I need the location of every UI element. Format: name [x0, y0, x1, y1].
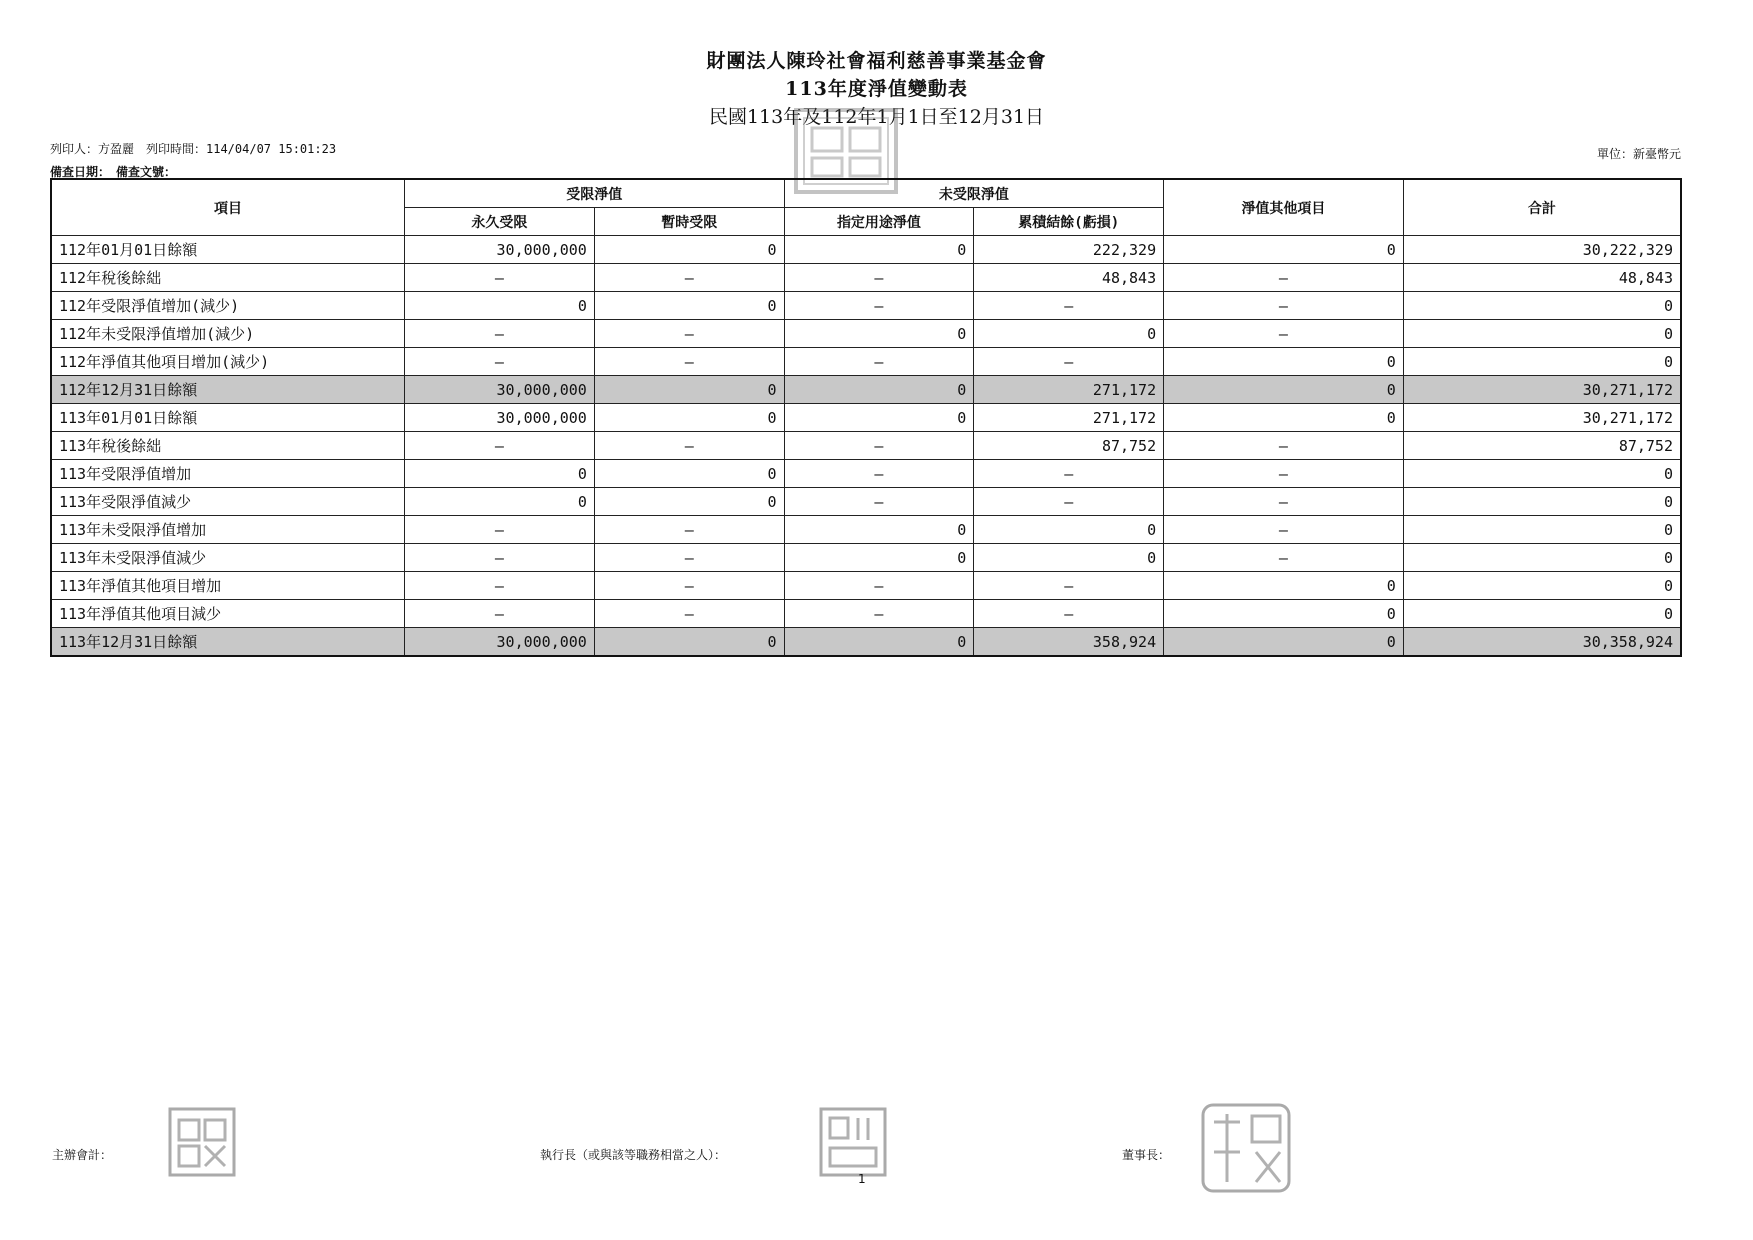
row-cell-c4: 271,172: [974, 376, 1164, 404]
header-restricted: 受限淨值: [404, 179, 784, 208]
row-cell-c5: 0: [1164, 236, 1404, 264]
row-cell-c5: —: [1164, 488, 1404, 516]
row-cell-c6: 30,271,172: [1403, 376, 1681, 404]
chairman-seal-icon: [1200, 1102, 1292, 1194]
organization-title: 財團法人陳玲社會福利慈善事業基金會: [706, 50, 1047, 72]
row-cell-c4: 48,843: [974, 264, 1164, 292]
row-cell-c2: 0: [594, 628, 784, 657]
row-cell-c6: 30,271,172: [1403, 404, 1681, 432]
row-cell-c3: 0: [784, 320, 974, 348]
table-row: [51, 628, 1681, 657]
row-item: 113年受限淨值減少: [51, 488, 404, 516]
table-row: [51, 432, 1681, 460]
row-cell-c4: 271,172: [974, 404, 1164, 432]
table-row: [51, 488, 1681, 516]
row-cell-c6: 0: [1403, 600, 1681, 628]
row-cell-c2: —: [594, 264, 784, 292]
chairman-label: 董事長：: [1122, 1148, 1171, 1162]
row-cell-c3: 0: [784, 544, 974, 572]
row-cell-c3: 0: [784, 628, 974, 657]
table-row: [51, 544, 1681, 572]
net-worth-changes-table: [50, 178, 1682, 657]
row-cell-c1: 30,000,000: [404, 376, 594, 404]
row-cell-c2: 0: [594, 376, 784, 404]
header-other-items: 淨值其他項目: [1164, 179, 1404, 236]
table-row: [51, 600, 1681, 628]
row-cell-c4: 358,924: [974, 628, 1164, 657]
row-cell-c2: 0: [594, 488, 784, 516]
table-row: [51, 460, 1681, 488]
row-cell-c1: 0: [404, 460, 594, 488]
row-cell-c1: —: [404, 544, 594, 572]
table-row: [51, 376, 1681, 404]
row-cell-c4: —: [974, 460, 1164, 488]
row-item: 112年未受限淨值增加(減少): [51, 320, 404, 348]
row-cell-c1: —: [404, 264, 594, 292]
row-cell-c1: —: [404, 432, 594, 460]
row-cell-c6: 0: [1403, 572, 1681, 600]
row-cell-c4: —: [974, 348, 1164, 376]
row-cell-c3: 0: [784, 376, 974, 404]
row-cell-c1: —: [404, 320, 594, 348]
row-cell-c5: —: [1164, 516, 1404, 544]
row-cell-c6: 0: [1403, 516, 1681, 544]
row-cell-c1: 0: [404, 292, 594, 320]
row-cell-c1: 0: [404, 488, 594, 516]
row-cell-c2: —: [594, 572, 784, 600]
row-cell-c3: —: [784, 264, 974, 292]
header-permanent: 永久受限: [404, 208, 594, 236]
currency-unit: 單位：新臺幣元: [1596, 147, 1681, 161]
row-cell-c5: —: [1164, 432, 1404, 460]
row-cell-c1: 30,000,000: [404, 404, 594, 432]
row-cell-c6: 87,752: [1403, 432, 1681, 460]
row-cell-c6: 48,843: [1403, 264, 1681, 292]
executive-label: 執行長（或與該等職務相當之人）：: [540, 1148, 727, 1162]
row-cell-c2: —: [594, 348, 784, 376]
report-period: 民國113年及112年1月1日至12月31日: [708, 106, 1045, 128]
table-row: [51, 320, 1681, 348]
row-cell-c1: 30,000,000: [404, 628, 594, 657]
row-cell-c3: —: [784, 292, 974, 320]
header-item: 項目: [51, 179, 404, 236]
row-cell-c4: 87,752: [974, 432, 1164, 460]
table-row: [51, 516, 1681, 544]
row-cell-c1: 30,000,000: [404, 236, 594, 264]
row-item: 113年受限淨值增加: [51, 460, 404, 488]
header-total: 合計: [1403, 179, 1681, 236]
header-accumulated: 累積結餘(虧損): [974, 208, 1164, 236]
executive-seal-icon: [818, 1106, 888, 1178]
table-row: [51, 236, 1681, 264]
print-info: 列印人：方盈麗 列印時間：114/04/07 15:01:23: [50, 142, 337, 156]
row-cell-c4: 0: [974, 516, 1164, 544]
row-cell-c2: 0: [594, 236, 784, 264]
row-cell-c4: —: [974, 292, 1164, 320]
row-cell-c1: —: [404, 600, 594, 628]
filing-info: 備查日期： 備查文號：: [50, 165, 177, 179]
row-cell-c6: 0: [1403, 460, 1681, 488]
row-item: 113年稅後餘絀: [51, 432, 404, 460]
row-cell-c3: —: [784, 432, 974, 460]
row-cell-c5: —: [1164, 292, 1404, 320]
header-unrestricted: 未受限淨值: [784, 179, 1164, 208]
row-cell-c5: 0: [1164, 600, 1404, 628]
row-cell-c2: 0: [594, 404, 784, 432]
row-cell-c6: 30,358,924: [1403, 628, 1681, 657]
row-cell-c1: —: [404, 572, 594, 600]
row-item: 113年12月31日餘額: [51, 628, 404, 657]
row-cell-c3: 0: [784, 516, 974, 544]
row-cell-c2: —: [594, 320, 784, 348]
row-cell-c4: 222,329: [974, 236, 1164, 264]
header-designated: 指定用途淨值: [784, 208, 974, 236]
row-cell-c5: 0: [1164, 404, 1404, 432]
row-cell-c6: 0: [1403, 348, 1681, 376]
table-row: [51, 292, 1681, 320]
accountant-label: 主辦會計：: [52, 1148, 113, 1162]
row-cell-c4: 0: [974, 320, 1164, 348]
row-item: 113年未受限淨值增加: [51, 516, 404, 544]
row-cell-c3: —: [784, 572, 974, 600]
report-title: 113年度淨值變動表: [785, 78, 968, 100]
row-cell-c4: 0: [974, 544, 1164, 572]
row-cell-c5: 0: [1164, 376, 1404, 404]
table-row: [51, 348, 1681, 376]
row-cell-c3: 0: [784, 404, 974, 432]
row-cell-c6: 0: [1403, 488, 1681, 516]
row-cell-c2: 0: [594, 460, 784, 488]
row-item: 112年受限淨值增加(減少): [51, 292, 404, 320]
row-cell-c2: 0: [594, 292, 784, 320]
row-item: 112年01月01日餘額: [51, 236, 404, 264]
row-cell-c5: —: [1164, 460, 1404, 488]
row-cell-c2: —: [594, 600, 784, 628]
table-row: [51, 572, 1681, 600]
row-cell-c1: —: [404, 348, 594, 376]
row-cell-c5: —: [1164, 544, 1404, 572]
page-number: 1: [858, 1172, 866, 1186]
row-cell-c4: —: [974, 600, 1164, 628]
accountant-seal-icon: [167, 1106, 237, 1178]
row-cell-c3: —: [784, 488, 974, 516]
row-cell-c2: —: [594, 544, 784, 572]
row-cell-c6: 0: [1403, 292, 1681, 320]
row-cell-c4: —: [974, 572, 1164, 600]
row-item: 113年未受限淨值減少: [51, 544, 404, 572]
row-cell-c6: 0: [1403, 544, 1681, 572]
table-row: [51, 404, 1681, 432]
row-cell-c5: 0: [1164, 348, 1404, 376]
header-temporary: 暫時受限: [594, 208, 784, 236]
row-cell-c1: —: [404, 516, 594, 544]
row-cell-c4: —: [974, 488, 1164, 516]
row-cell-c3: —: [784, 460, 974, 488]
row-cell-c6: 0: [1403, 320, 1681, 348]
row-cell-c5: —: [1164, 264, 1404, 292]
row-item: 112年稅後餘絀: [51, 264, 404, 292]
row-cell-c5: 0: [1164, 628, 1404, 657]
row-item: 112年12月31日餘額: [51, 376, 404, 404]
row-item: 113年淨值其他項目減少: [51, 600, 404, 628]
row-cell-c5: —: [1164, 320, 1404, 348]
row-cell-c3: —: [784, 600, 974, 628]
row-cell-c3: 0: [784, 236, 974, 264]
row-cell-c6: 30,222,329: [1403, 236, 1681, 264]
row-item: 112年淨值其他項目增加(減少): [51, 348, 404, 376]
row-cell-c2: —: [594, 516, 784, 544]
row-item: 113年淨值其他項目增加: [51, 572, 404, 600]
table-row: [51, 264, 1681, 292]
row-cell-c5: 0: [1164, 572, 1404, 600]
row-cell-c2: —: [594, 432, 784, 460]
row-cell-c3: —: [784, 348, 974, 376]
row-item: 113年01月01日餘額: [51, 404, 404, 432]
